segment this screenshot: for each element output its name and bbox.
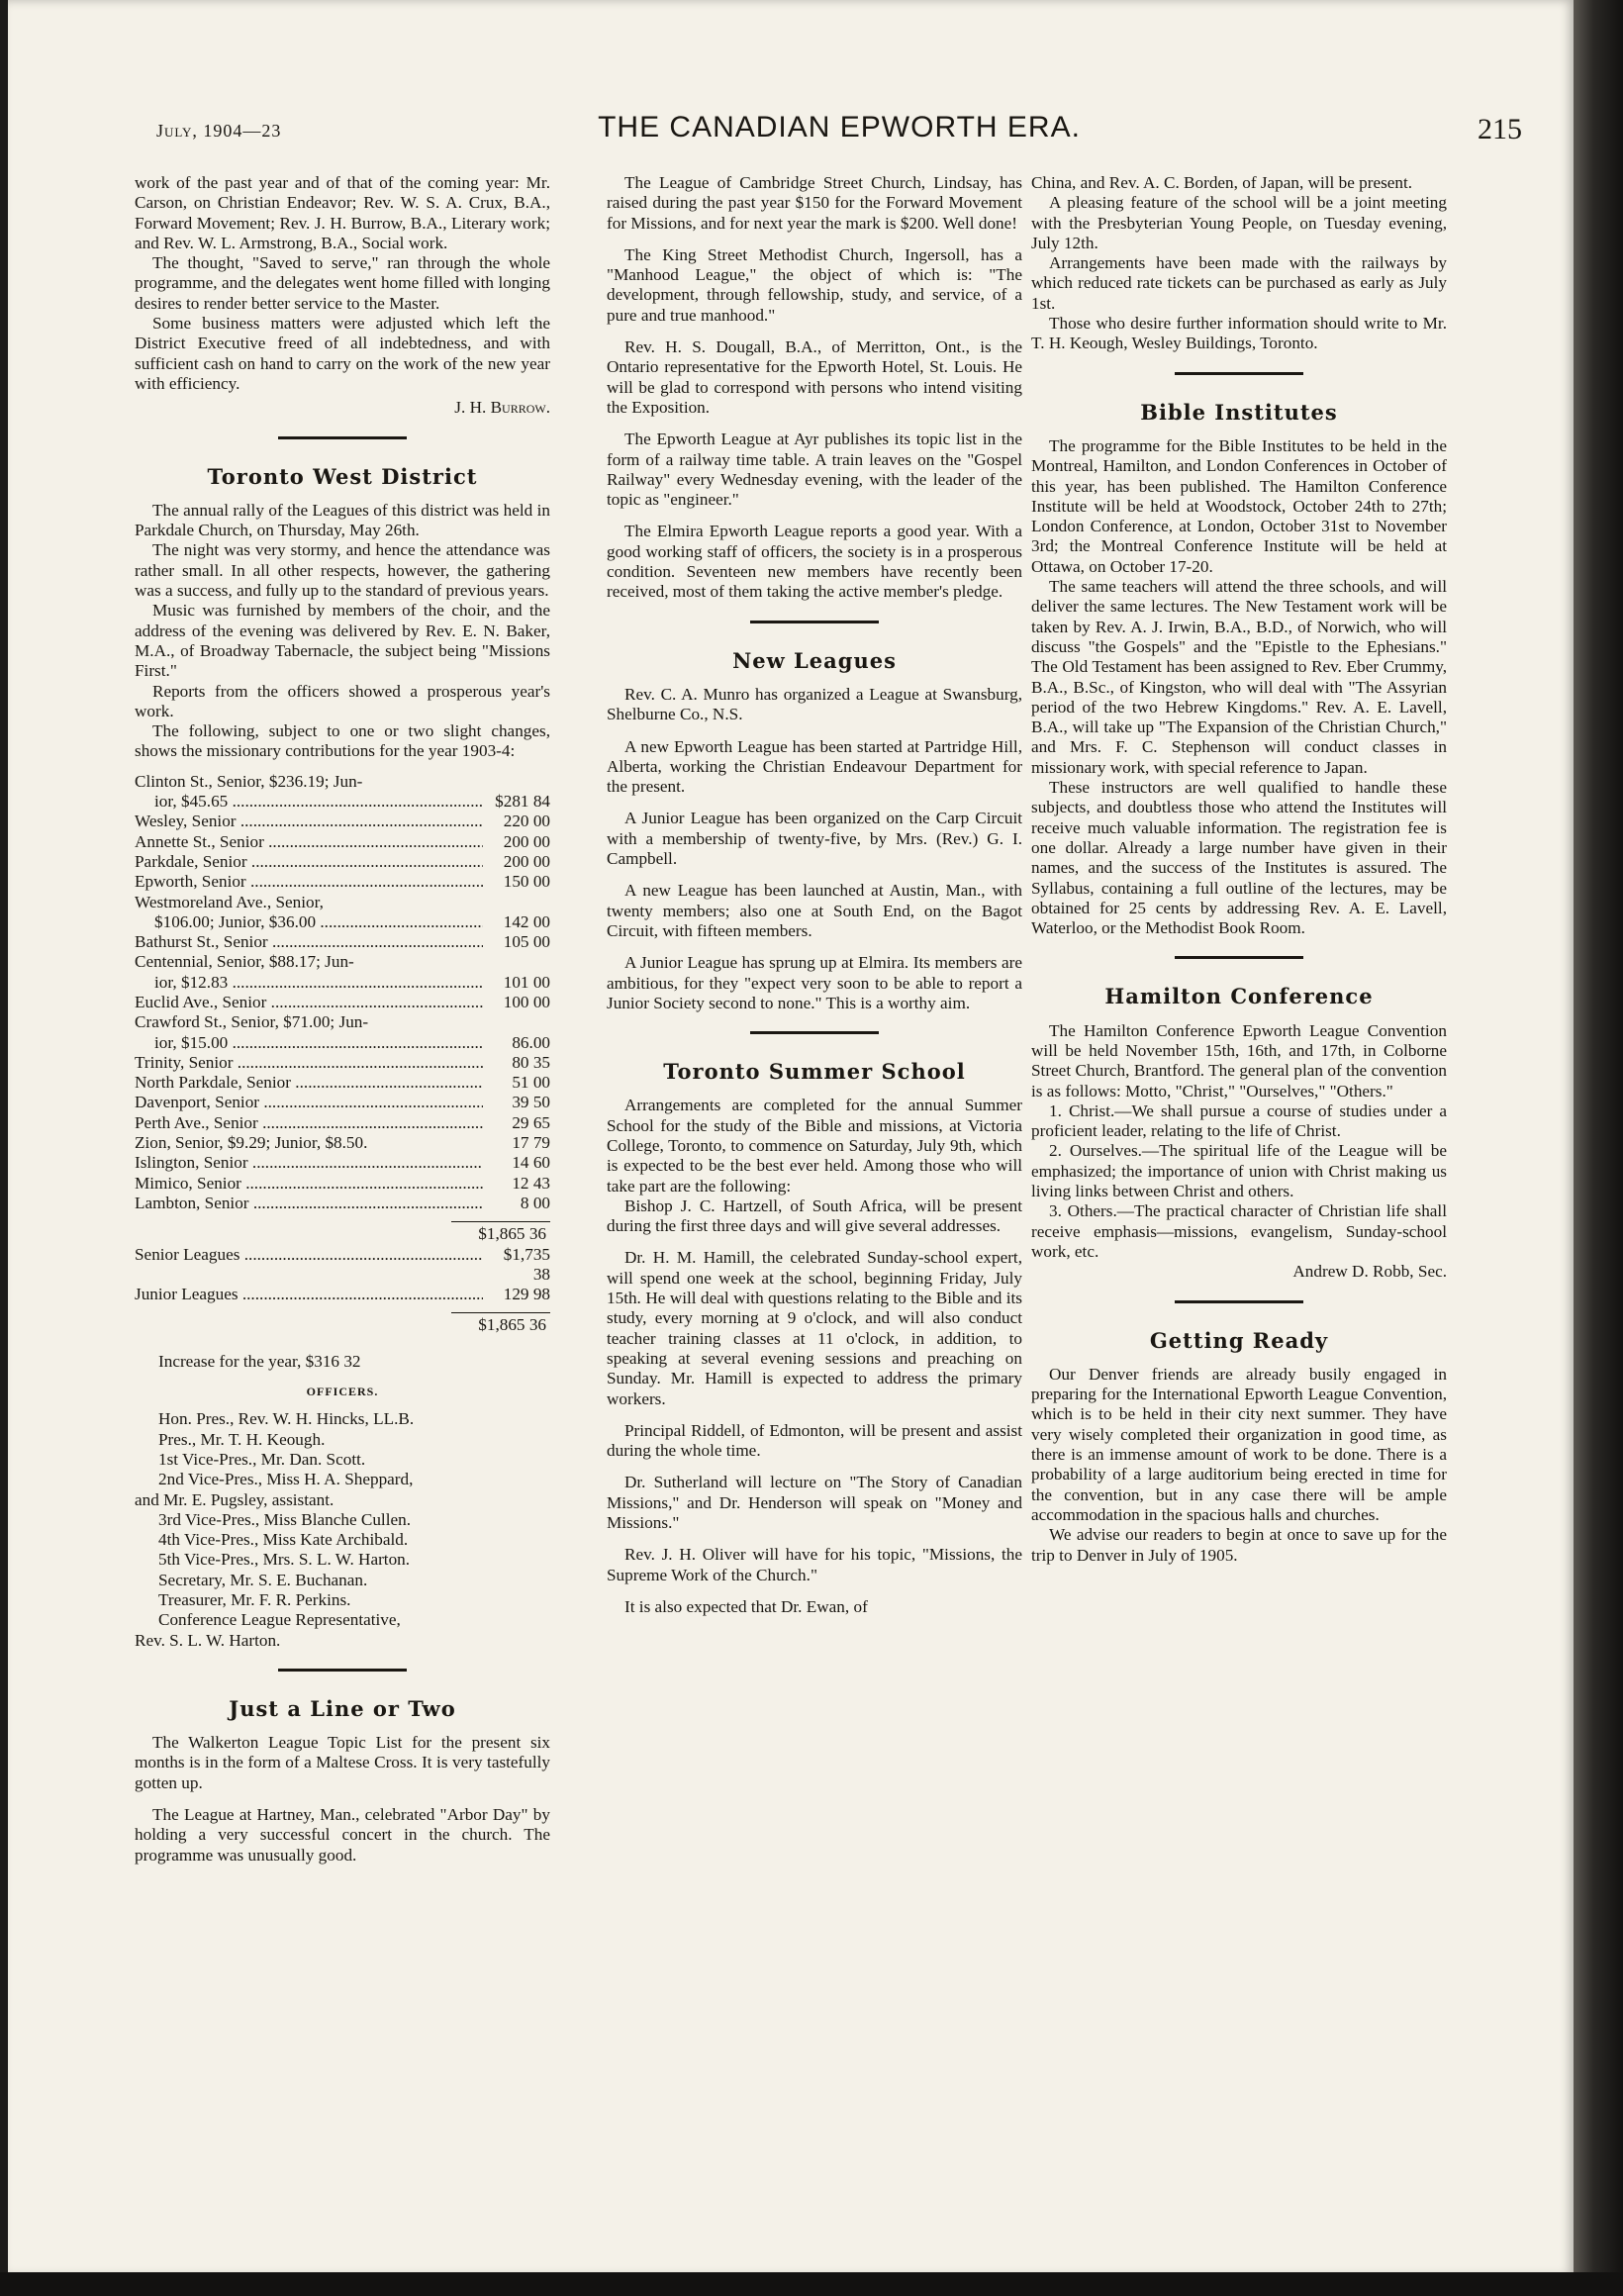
section-divider — [750, 621, 879, 623]
section-divider — [750, 1031, 879, 1034]
table-row: $106.00; Junior, $36.00 ..... 142 00 — [135, 912, 550, 932]
paragraph: 3. Others.—The practical character of Christian life shall receive emphasis—missions, evangelism, Sunday-school work, etc. — [1031, 1201, 1447, 1261]
paragraph: Arrangements have been made with the railways by which reduced rate tickets can be purchased as early as July 1st. — [1031, 253, 1447, 313]
paragraph: A new Epworth League has been started at Partridge Hill, Alberta, working the Christian Endeavour Department for the present. — [607, 736, 1022, 797]
paragraph: The King Street Methodist Church, Ingersoll, has a "Manhood League," the object of which is: "The development, through fellowship, study, and service, of a pure and true manhood." — [607, 244, 1022, 325]
paragraph: The same teachers will attend the three schools, and will deliver the same lectures. The New Testament work will be taken by Rev. A. J. Irwin, B.A., B.D., of Norwich, who will discuss "the Gospels" and the "Epistle to the Ephesians." The Old Testament has been assigned to Rev. Eber Crummy, B.A., B.Sc., of Kingston, who will deal with "The Assyrian period of the two Hebrew Kingdoms." Rev. A. E. Lavell, B.A., will take up "The Expansion of the Christian Church," and Mrs. F. C. Stephenson will conduct classes in missionary work, with special reference to Japan. — [1031, 577, 1447, 777]
section-divider — [278, 436, 407, 439]
officer-line: 4th Vice-Pres., Miss Kate Archibald. — [158, 1530, 409, 1550]
magazine-page — [8, 0, 1575, 2276]
section-title: Bible Institutes — [1140, 399, 1338, 425]
paragraph: A pleasing feature of the school will be a joint meeting with the Presbyterian Young People, on Tuesday evening, July 12th. — [1031, 193, 1447, 252]
paragraph: Some business matters were adjusted which left the District Executive freed of all indebtedness, and with sufficient cash on hand to carry on the work of the new year with efficiency. — [135, 314, 550, 393]
table-row: ior, $45.65 ..... $281 84 — [135, 792, 550, 812]
paragraph: The League at Hartney, Man., celebrated "Arbor Day" by holding a very successful concert in the church. The programme was unusually good. — [135, 1805, 550, 1865]
section-divider — [1175, 956, 1303, 959]
paragraph: Bishop J. C. Hartzell, of South Africa, will be present during the first three days and will give several addresses. — [607, 1196, 1022, 1236]
officer-line: 1st Vice-Pres., Mr. Dan. Scott. — [158, 1449, 366, 1469]
section-title: Getting Ready — [1149, 1327, 1329, 1353]
paragraph: Rev. J. H. Oliver will have for his topic, "Missions, the Supreme Work of the Church." — [607, 1545, 1022, 1584]
officer-line: Secretary, Mr. S. E. Buchanan. — [158, 1570, 368, 1589]
officer-line: and Mr. E. Pugsley, assistant. — [135, 1489, 334, 1509]
section-title: Toronto West District — [207, 463, 478, 489]
paragraph: Music was furnished by members of the choir, and the address of the evening was delivered by Rev. E. N. Baker, M.A., of Broadway Tabernacle, the subject being "Missions First." — [135, 601, 550, 681]
subtotal: $1,865 36 — [451, 1221, 550, 1244]
header-date: July, 1904—23 — [156, 121, 282, 141]
total: $1,865 36 — [451, 1312, 550, 1335]
officer-line: 5th Vice-Pres., Mrs. S. L. W. Harton. — [158, 1550, 411, 1570]
table-row: Mimico, Senior ..... 12 43 — [135, 1174, 550, 1194]
signature: Andrew D. Robb, Sec. — [1292, 1262, 1447, 1282]
paragraph: 2. Ourselves.—The spiritual life of the League will be emphasized; the importance of union with Christ making us living links between Christ and others. — [1031, 1141, 1447, 1201]
paragraph: We advise our readers to begin at once to save up for the trip to Denver in July of 1905. — [1031, 1525, 1447, 1565]
paragraph: The annual rally of the Leagues of this district was held in Parkdale Church, on Thursday, May 26th. — [135, 500, 550, 540]
table-row: Wesley, Senior ..... 220 00 — [135, 812, 550, 831]
paragraph: Reports from the officers showed a prosperous year's work. — [135, 681, 550, 720]
paragraph: Rev. H. S. Dougall, B.A., of Merritton, Ont., is the Ontario representative for the Epworth Hotel, St. Louis. He will be glad to correspond with persons who intend visiting the Exposition. — [607, 337, 1022, 417]
paragraph: Dr. Sutherland will lecture on "The Story of Canadian Missions," and Dr. Henderson will speak on "Money and Missions." — [607, 1473, 1022, 1533]
table-row: Annette St., Senior ..... 200 00 — [135, 832, 550, 852]
paragraph: A new League has been launched at Austin, Man., with twenty members; also one at South End, on the Bagot Circuit, with fifteen members. — [607, 881, 1022, 940]
table-row: Davenport, Senior ..... 39 50 — [135, 1093, 550, 1112]
table-row: ior, $12.83 ..... 101 00 — [135, 973, 550, 993]
officer-line: Hon. Pres., Rev. W. H. Hincks, LL.B. — [158, 1409, 415, 1429]
table-row: Centennial, Senior, $88.17; Jun- — [135, 952, 354, 972]
paragraph: 1. Christ.—We shall pursue a course of studies under a proficient leader, relating to the life of Christ. — [1031, 1100, 1447, 1141]
officer-line: Conference League Representative, — [158, 1610, 401, 1630]
table-row: Zion, Senior, $9.29; Junior, $8.50. 17 79 — [135, 1133, 550, 1153]
scan-edge — [0, 2272, 1623, 2296]
table-row: North Parkdale, Senior ..... 51 00 — [135, 1073, 550, 1093]
table-row: Clinton St., Senior, $236.19; Jun- — [135, 771, 363, 791]
table-row: Senior Leagues ..... $1,735 38 — [135, 1245, 550, 1286]
table-row: Crawford St., Senior, $71.00; Jun- — [135, 1012, 369, 1032]
table-row: ior, $15.00 ..... 86.00 — [135, 1033, 550, 1053]
officer-line: 2nd Vice-Pres., Miss H. A. Sheppard, — [158, 1470, 414, 1489]
officers-heading: OFFICERS. — [306, 1385, 379, 1399]
table-row: Bathurst St., Senior ..... 105 00 — [135, 932, 550, 952]
paragraph: The following, subject to one or two slight changes, shows the missionary contributions for the year 1903-4: — [135, 721, 550, 761]
paragraph: It is also expected that Dr. Ewan, of — [624, 1596, 868, 1616]
paragraph: The thought, "Saved to serve," ran through the whole programme, and the delegates went home filled with longing desires to render better service to the Master. — [135, 253, 550, 313]
section-title: Hamilton Conference — [1104, 984, 1374, 1009]
paragraph: The Epworth League at Ayr publishes its topic list in the form of a railway time table. A train leaves on the "Gospel Railway" every Wednesday evening, with the leader of the topic as "engineer." — [607, 430, 1022, 510]
paragraph: A Junior League has been organized on the Carp Circuit with a membership of twenty-five, by Mrs. (Rev.) G. I. Campbell. — [607, 809, 1022, 869]
page-header — [156, 111, 1522, 150]
paragraph: The Hamilton Conference Epworth League Convention will be held November 15th, 16th, and 17th, in Colborne Street Church, Brantford. The general plan of the convention is as follows: Motto, "Christ," "Ourselves," "Others." — [1031, 1020, 1447, 1100]
section-title: Toronto Summer School — [663, 1059, 966, 1085]
paragraph: work of the past year and of that of the coming year: Mr. Carson, on Christian Endeavor; Rev. W. S. A. Crux, B.A., Forward Movement; Rev. J. H. Burrow, B.A., Literary work; and Rev. W. L. Armstrong, B.A., Social work. — [135, 173, 550, 252]
table-row: Junior Leagues ..... 129 98 — [135, 1285, 550, 1304]
table-row: Epworth, Senior ..... 150 00 — [135, 872, 550, 892]
signature: J. H. Burrow. — [454, 398, 550, 418]
paragraph: China, and Rev. A. C. Borden, of Japan, will be present. — [1031, 173, 1413, 192]
table-row: Perth Ave., Senior ..... 29 65 — [135, 1113, 550, 1133]
increase-note: Increase for the year, $316 32 — [158, 1351, 361, 1371]
header-title: THE CANADIAN EPWORTH ERA. — [598, 111, 1081, 144]
paragraph: The Elmira Epworth League reports a good year. With a good working staff of officers, the society is in a prosperous condition. Seventeen new members have recently been received, most of them taking the active member's pledge. — [607, 522, 1022, 602]
paragraph: A Junior League has sprung up at Elmira. Its members are ambitious, for they "expect very soon to be able to report a Junior Society second to none." This is a worthy aim. — [607, 953, 1022, 1012]
page-number: 215 — [1478, 113, 1522, 145]
table-row: Trinity, Senior ..... 80 35 — [135, 1053, 550, 1073]
paragraph: Principal Riddell, of Edmonton, will be present and assist during the whole time. — [607, 1420, 1022, 1461]
officer-line: Rev. S. L. W. Harton. — [135, 1630, 281, 1650]
paragraph: Dr. H. M. Hamill, the celebrated Sunday-school expert, will spend one week at the school, beginning Friday, July 15th. He will deal with questions relating to the Bible and its study, every morning at 9 o'clock, and will also conduct teacher training classes at 11 o'clock, in addition, to speaking at several evening sessions and preaching on Sunday. Mr. Hamill is expected to address the primary workers. — [607, 1248, 1022, 1408]
book-spine — [1574, 0, 1623, 2296]
paragraph: Rev. C. A. Munro has organized a League at Swansburg, Shelburne Co., N.S. — [607, 684, 1022, 724]
paragraph: The League of Cambridge Street Church, Lindsay, has raised during the past year $150 for the Forward Movement for Missions, and for next year the mark is $200. Well done! — [607, 173, 1022, 233]
section-title: Just a Line or Two — [229, 1695, 456, 1721]
paragraph: Those who desire further information should write to Mr. T. H. Keough, Wesley Buildings, Toronto. — [1031, 314, 1447, 353]
column-1 — [135, 173, 550, 1877]
paragraph: The programme for the Bible Institutes to be held in the Montreal, Hamilton, and London Conferences in October of this year, has been published. The Hamilton Conference Institute will be held at Woodstock, October 24th to 27th; London Conference, at London, October 31st to November 3rd; the Montreal Conference Institute will be held at Ottawa, on October 17-20. — [1031, 435, 1447, 576]
paragraph: The night was very stormy, and hence the attendance was rather small. In all other respects, however, the gathering was a success, and fully up to the standard of previous years. — [135, 540, 550, 601]
table-row: Lambton, Senior ..... 8 00 — [135, 1194, 550, 1213]
officer-line: Treasurer, Mr. F. R. Perkins. — [158, 1590, 351, 1609]
contributions-table — [135, 772, 550, 1336]
paragraph: The Walkerton League Topic List for the present six months is in the form of a Maltese Cross. It is very tastefully gotten up. — [135, 1733, 550, 1792]
table-row: Euclid Ave., Senior ..... 100 00 — [135, 993, 550, 1012]
paragraph: These instructors are well qualified to handle these subjects, and doubtless those who attend the Institutes will receive much valuable information. The registration fee is one dollar. Already a large number have given in their names, and the success of the Institutes is assured. The Syllabus, containing a full outline of the lectures, may be obtained for 25 cents by addressing Rev. A. E. Lavell, Waterloo, or the Methodist Book Room. — [1031, 778, 1447, 938]
section-divider — [1175, 1300, 1303, 1303]
table-row: Westmoreland Ave., Senior, — [135, 892, 324, 911]
officer-line: Pres., Mr. T. H. Keough. — [158, 1429, 326, 1449]
section-divider — [278, 1669, 407, 1672]
table-row: Parkdale, Senior ..... 200 00 — [135, 852, 550, 872]
paragraph: Our Denver friends are already busily engaged in preparing for the International Epworth League Convention, which is to be held in their city next summer. They have very wisely completed their organization in good time, as there is an immense amount of work to be done. There is a probability of a large auditorium being erected in time for the convention, but in any case there will be ample accommodation in the spacious halls and churches. — [1031, 1364, 1447, 1524]
section-title: New Leagues — [732, 647, 897, 673]
column-3 — [1031, 173, 1447, 1566]
column-2 — [607, 173, 1022, 1629]
table-row: Islington, Senior ..... 14 60 — [135, 1153, 550, 1173]
paragraph: Arrangements are completed for the annual Summer School for the study of the Bible and missions, at Victoria College, Toronto, to commence on Saturday, July 9th, which is expected to be the best ever held. Among those who will take part are the following: — [607, 1096, 1022, 1196]
officer-line: 3rd Vice-Pres., Miss Blanche Cullen. — [158, 1509, 411, 1529]
section-divider — [1175, 372, 1303, 375]
